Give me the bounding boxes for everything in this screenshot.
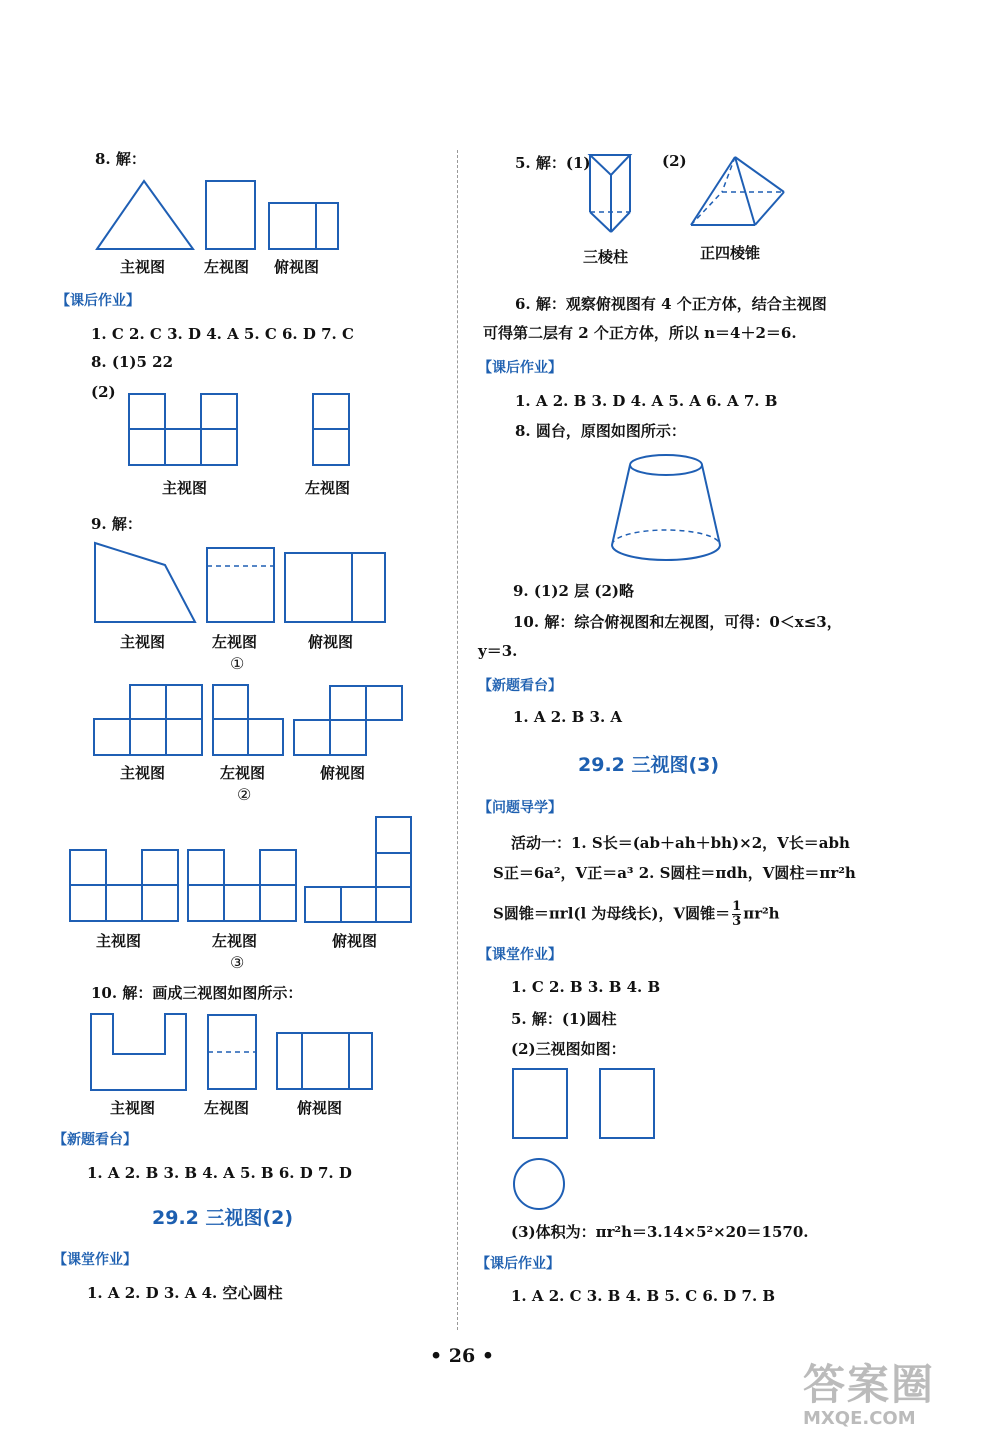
hw10-line-2: y＝3. [478, 642, 518, 660]
q10-view-2: 左视图 [204, 1099, 250, 1117]
q9-s2-mark: ② [237, 785, 252, 804]
q6-line-1: 6. 解：观察俯视图有 4 个正方体，结合主视图 [515, 295, 827, 313]
q9-s3-view-2: 左视图 [212, 932, 258, 950]
hw9-right: 9. (1)2 层 (2)略 [513, 582, 635, 600]
q10-view-1: 主视图 [110, 1099, 156, 1117]
new-question-tag-right: 【新题看台】 [478, 678, 562, 694]
class-work-answers-right: 1. C 2. B 3. B 4. B [511, 978, 661, 996]
homework-tag-right-2: 【课后作业】 [476, 1256, 560, 1272]
hw8-part2: (2) [91, 383, 116, 401]
activity-line-3-b: πr²h [743, 904, 780, 923]
q8-label: 8. 解： [95, 150, 146, 168]
q5-name-2: 正四棱锥 [700, 244, 761, 262]
q9-s2-view-3: 俯视图 [320, 764, 366, 782]
q9-s2-view-1: 主视图 [120, 764, 166, 782]
q5-name-1: 三棱柱 [583, 248, 629, 266]
q8-view-3: 俯视图 [274, 258, 320, 276]
page-number: • 26 • [430, 1345, 494, 1367]
q6-line-2: 可得第二层有 2 个正方体，所以 n＝4＋2＝6. [483, 324, 797, 342]
q9-s1-mark: ① [230, 654, 245, 673]
class-work-answers-left: 1. A 2. D 3. A 4. 空心圆柱 [87, 1284, 283, 1302]
q10-label: 10. 解：画成三视图如图所示： [91, 984, 303, 1002]
q9-s3-mark: ③ [230, 953, 245, 972]
q8-view-1: 主视图 [120, 258, 166, 276]
hw8-view-2: 左视图 [305, 479, 351, 497]
activity-line-2: S正＝6a²，V正＝a³ 2. S圆柱＝πdh，V圆柱＝πr²h [493, 864, 856, 882]
q9-s3-view-3: 俯视图 [332, 932, 378, 950]
watermark [803, 1352, 978, 1427]
new-question-answers-right: 1. A 2. B 3. A [513, 708, 623, 726]
q8-view-2: 左视图 [204, 258, 250, 276]
c5-line-3: (3)体积为：πr²h＝3.14×5²×20＝1570. [511, 1223, 809, 1241]
hw8-right: 8. 圆台，原图如图所示： [515, 422, 686, 440]
guide-tag: 【问题导学】 [478, 800, 562, 816]
fraction-bottom: 3 [732, 914, 742, 929]
c5-line-2: (2)三视图如图： [511, 1040, 626, 1058]
q9-s2-view-2: 左视图 [220, 764, 266, 782]
section-title-292-2: 29.2 三视图(2) [152, 1207, 294, 1229]
class-work-tag-right: 【课堂作业】 [478, 947, 562, 963]
q9-s3-view-1: 主视图 [96, 932, 142, 950]
hw8-part1: 8. (1)5 22 [91, 353, 174, 371]
q5-label-1: 5. 解：(1) [515, 154, 591, 172]
q9-s1-view-1: 主视图 [120, 633, 166, 651]
activity-line-1: 活动一：1. S长＝(ab＋ah＋bh)×2，V长＝abh [511, 834, 850, 852]
c5-line-1: 5. 解：(1)圆柱 [511, 1010, 617, 1028]
section-title-292-3: 29.2 三视图(3) [578, 754, 720, 776]
new-question-answers-left: 1. A 2. B 3. B 4. A 5. B 6. D 7. D [87, 1164, 352, 1182]
homework-tag-left: 【课后作业】 [56, 293, 140, 309]
fraction-top: 1 [732, 899, 742, 914]
class-work-tag-left: 【课堂作业】 [53, 1252, 137, 1268]
homework-answers-right: 1. A 2. B 3. D 4. A 5. A 6. A 7. B [515, 392, 778, 410]
new-question-tag-left: 【新题看台】 [53, 1132, 137, 1148]
homework-answers-left: 1. C 2. C 3. D 4. A 5. C 6. D 7. C [91, 325, 354, 343]
watermark-url: MXQE.COM [803, 1408, 916, 1429]
q9-label: 9. 解： [91, 515, 142, 533]
hw10-line-1: 10. 解：综合俯视图和左视图，可得：0＜x≤3， [513, 613, 842, 631]
q9-s1-view-2: 左视图 [212, 633, 258, 651]
activity-line-3-a: S圆锥＝πrl(l 为母线长)，V圆锥＝ [493, 904, 731, 923]
watermark-logo-text: 答案圈 [803, 1360, 936, 1409]
homework-answers-right-2: 1. A 2. C 3. B 4. B 5. C 6. D 7. B [511, 1287, 776, 1305]
q10-view-3: 俯视图 [297, 1099, 343, 1117]
hw8-view-1: 主视图 [162, 479, 208, 497]
q9-s1-view-3: 俯视图 [308, 633, 354, 651]
homework-tag-right: 【课后作业】 [478, 360, 562, 376]
q5-label-2: (2) [662, 152, 687, 170]
